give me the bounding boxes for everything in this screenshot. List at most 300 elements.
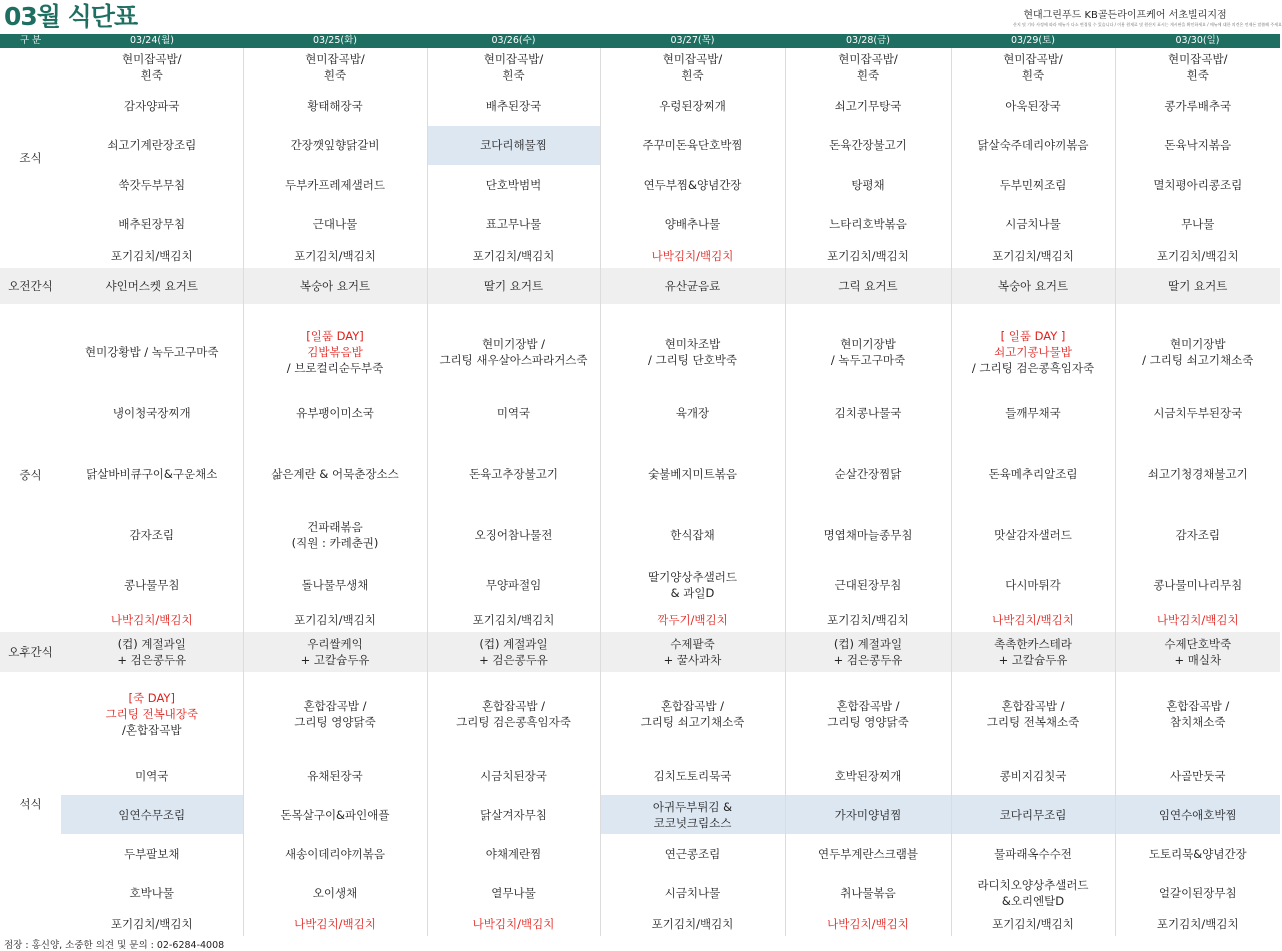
menu-cell [243, 48, 427, 86]
menu-line: 김치콩나물국 [834, 406, 902, 420]
menu-line: 새송이데리야끼볶음 [285, 846, 385, 861]
menu-line: [죽 DAY] [128, 691, 175, 705]
menu-cell [1115, 48, 1280, 86]
menu-line: 참치채소죽 [1169, 715, 1226, 729]
menu-cell [243, 756, 427, 795]
menu-line: 오징어참나물전 [474, 528, 553, 542]
menu-cell [1115, 912, 1280, 936]
menu-line: 숯불베지미트볶음 [648, 467, 737, 481]
menu-line: 콩나물무침 [123, 578, 180, 592]
menu-cell [1115, 508, 1280, 562]
menu-line: 현미차조밥 [664, 337, 721, 351]
menu-cell [243, 632, 427, 672]
menu-cell [427, 795, 600, 834]
menu-cell [1115, 386, 1280, 440]
dinner-rice-row [0, 672, 1280, 756]
menu-line: 육개장 [675, 406, 710, 420]
menu-cell [600, 672, 785, 756]
menu-cell [1115, 304, 1280, 318]
menu-cell [951, 440, 1115, 508]
menu-cell [243, 873, 427, 912]
menu-cell [61, 873, 243, 912]
menu-line: 라디치오양상추샐러드 [977, 877, 1089, 892]
menu-line: 근대된장무침 [834, 578, 902, 592]
menu-cell [61, 912, 243, 936]
menu-line: 맛살감자샐러드 [994, 528, 1072, 542]
menu-cell [427, 304, 600, 318]
day-header: 03/27(목) [600, 34, 785, 48]
menu-line: 시금치된장국 [480, 768, 547, 783]
menu-cell [427, 48, 600, 86]
menu-cell [951, 608, 1115, 632]
menu-line: 현미잡곡밥/ [305, 52, 365, 66]
menu-cell [61, 244, 243, 268]
menu-cell [61, 165, 243, 205]
section-label: 석식 [19, 797, 42, 811]
menu-cell [785, 126, 951, 166]
menu-cell [785, 318, 951, 386]
notice-text: 산지 및 기타 사정에 따라 메뉴가 다소 변경될 수 있습니다 / 이용 원재료 및 원산지 표시는 게시판을 확인하세요 / 메뉴에 대한 의견은 언제든 말씀해 주세요 [1013, 22, 1282, 27]
menu-line: 흰죽 [140, 68, 163, 82]
menu-line: 아귀두부튀김 & [652, 799, 733, 814]
menu-line: 단호박범벅 [485, 177, 542, 192]
menu-line: 나박김치/백김치 [110, 613, 193, 627]
menu-line: 표고무나물 [485, 217, 542, 232]
menu-cell [243, 304, 427, 318]
menu-line: 시금치나물 [1005, 217, 1061, 232]
menu-cell [600, 86, 785, 126]
menu-line: 현미강황밥 / 녹두고구마죽 [85, 345, 219, 359]
menu-cell [600, 440, 785, 508]
menu-cell [600, 608, 785, 632]
menu-cell [600, 126, 785, 166]
lunch-side2-row [0, 562, 1280, 608]
menu-line: 포기김치/백김치 [110, 917, 193, 931]
menu-cell [61, 48, 243, 86]
menu-cell [600, 318, 785, 386]
menu-cell [951, 126, 1115, 166]
menu-line: 돈육고추장불고기 [469, 467, 558, 481]
breakfast-soup-row [0, 86, 1280, 126]
menu-line: / 그리팅 단호박죽 [648, 353, 737, 367]
menu-line: (컵) 계절과일 [117, 637, 186, 651]
menu-cell [427, 86, 600, 126]
menu-line: 시금치두부된장국 [1153, 406, 1243, 420]
menu-cell [427, 268, 600, 304]
dinner-main-row [0, 795, 1280, 834]
menu-line: 혼합잡곡밥 / [836, 699, 900, 713]
menu-line: 나박김치/백김치 [294, 917, 376, 931]
menu-cell [427, 632, 600, 672]
menu-line: 얼갈이된장무침 [1158, 885, 1237, 900]
menu-cell [61, 562, 243, 608]
lunch-kimchi-row [0, 608, 1280, 632]
menu-line: 닭살바비큐구이&구운채소 [86, 467, 218, 481]
menu-line: 혼합잡곡밥 / [1001, 699, 1065, 713]
menu-cell [951, 165, 1115, 205]
menu-line: 아욱된장국 [1005, 98, 1061, 113]
menu-cell [427, 873, 600, 912]
menu-cell [243, 318, 427, 386]
menu-cell [600, 795, 785, 834]
menu-line: 두부민찌조림 [999, 177, 1067, 192]
menu-line: 미역국 [135, 768, 169, 783]
menu-line: 그리팅 검은콩흑임자죽 [456, 715, 571, 729]
menu-cell [951, 795, 1115, 834]
menu-line: 포기김치/백김치 [992, 917, 1074, 931]
menu-cell [61, 268, 243, 304]
menu-line: + 검은콩두유 [479, 653, 548, 667]
menu-line: 양배추나물 [664, 217, 721, 232]
footer-contact: 점장 : 홍신양, 소중한 의견 및 문의 : 02-6284-4008 [4, 940, 225, 951]
menu-line: + 검은콩두유 [117, 653, 187, 667]
section-label: 조식 [19, 151, 42, 165]
menu-cell [1115, 873, 1280, 912]
menu-cell [951, 672, 1115, 756]
menu-line: 명엽채마늘종무침 [823, 528, 913, 542]
page-title: 03월 식단표 [4, 2, 138, 31]
menu-line: 포기김치/백김치 [472, 613, 555, 627]
menu-line: 순살간장찜닭 [834, 467, 902, 481]
menu-line: 그리팅 전복채소죽 [986, 715, 1080, 729]
section-label: 오전간식 [0, 268, 61, 304]
spacer-row [0, 304, 1280, 318]
menu-cell [785, 440, 951, 508]
menu-line: 근대나물 [312, 217, 358, 232]
menu-line: 돈육메추리알조림 [988, 467, 1078, 481]
menu-line: 김치도토리묵국 [653, 768, 732, 783]
menu-cell [427, 386, 600, 440]
menu-line: 취나물볶음 [840, 885, 896, 900]
menu-line: 현미잡곡밥/ [1168, 52, 1228, 66]
menu-cell [1115, 318, 1280, 386]
menu-line: 느타리호박볶음 [829, 217, 907, 232]
company-name: 현대그린푸드 KB골든라이프케어 서초빌리지점 [1023, 10, 1227, 21]
menu-line: 돌나물무생채 [301, 578, 369, 592]
menu-cell [785, 608, 951, 632]
menu-cell [61, 126, 243, 166]
menu-line: 감자조림 [129, 528, 174, 542]
menu-cell [600, 834, 785, 873]
menu-cell [785, 48, 951, 86]
menu-cell [427, 834, 600, 873]
menu-cell [61, 205, 243, 245]
menu-cell [1115, 165, 1280, 205]
menu-cell [61, 86, 243, 126]
menu-line: 포기김치/백김치 [827, 249, 909, 263]
menu-cell [243, 244, 427, 268]
menu-table [0, 34, 1280, 936]
menu-line: 나박김치/백김치 [651, 249, 734, 263]
menu-line: & 과일D [670, 586, 715, 600]
menu-cell [243, 562, 427, 608]
menu-line: 연두부계란스크램블 [818, 846, 918, 861]
menu-cell [1115, 795, 1280, 834]
menu-line: 감자양파국 [123, 98, 180, 113]
menu-cell [61, 386, 243, 440]
menu-line: 사골만둣국 [1169, 768, 1226, 783]
menu-line: 시금치나물 [664, 885, 721, 900]
menu-line: 포기김치/백김치 [827, 613, 909, 627]
menu-line: 가자미양념찜 [834, 807, 902, 822]
menu-line: 나박김치/백김치 [827, 917, 909, 931]
menu-line: 무나물 [1181, 217, 1215, 232]
menu-cell [1115, 562, 1280, 608]
menu-cell [600, 165, 785, 205]
menu-cell [427, 672, 600, 756]
breakfast-main-row [0, 126, 1280, 166]
menu-line: 들깨무채국 [1005, 406, 1061, 420]
menu-line: 혼합잡곡밥 / [481, 699, 546, 713]
menu-line: 코코넛크림소스 [653, 815, 732, 830]
menu-cell [785, 873, 951, 912]
menu-line: 돈육낙지볶음 [1164, 138, 1232, 153]
menu-line: 복숭아 요거트 [997, 279, 1069, 293]
menu-line: 흰죽 [502, 68, 525, 82]
menu-line: 오이생채 [312, 885, 358, 900]
menu-cell [785, 86, 951, 126]
menu-line: 포기김치/백김치 [472, 249, 555, 263]
breakfast-rice-row [0, 48, 1280, 86]
menu-line: / 녹두고구마죽 [830, 353, 906, 367]
menu-cell [600, 756, 785, 795]
menu-cell [951, 756, 1115, 795]
menu-cell [785, 508, 951, 562]
menu-line: 포기김치/백김치 [1156, 249, 1239, 263]
menu-line: 임연수애호박찜 [1158, 807, 1237, 822]
menu-line: 탕평채 [851, 177, 885, 192]
menu-cell [427, 562, 600, 608]
section-header: 구 분 [0, 34, 61, 48]
menu-line: 현미잡곡밥/ [483, 52, 544, 66]
menu-cell [951, 386, 1115, 440]
menu-cell [951, 244, 1115, 268]
menu-line: 딸기 요거트 [483, 279, 544, 293]
menu-line: 현미기장밥 [840, 337, 896, 351]
menu-cell [243, 205, 427, 245]
day-header: 03/29(토) [951, 34, 1115, 48]
menu-line: (컵) 계절과일 [479, 637, 548, 651]
menu-cell [61, 834, 243, 873]
menu-line: 복숭아 요거트 [299, 279, 371, 293]
menu-line: / 브로컬리순두부죽 [286, 361, 384, 375]
menu-line: 우리쌀케익 [307, 637, 363, 651]
menu-line: 두부카프레제샐러드 [285, 177, 385, 192]
menu-cell [427, 440, 600, 508]
menu-line: 혼합잡곡밥 / [1166, 699, 1230, 713]
breakfast-kimchi-row [0, 244, 1280, 268]
menu-line: 간장깻잎향닭갈비 [290, 138, 380, 153]
menu-line: 두부팔보채 [123, 846, 180, 861]
menu-line: 연두부찜&양념간장 [643, 177, 742, 192]
menu-cell [61, 508, 243, 562]
menu-line: 김밥볶음밥 [307, 345, 363, 359]
menu-line: 돈육간장불고기 [829, 138, 907, 153]
menu-line: 주꾸미돈육단호박찜 [642, 138, 743, 153]
menu-cell [785, 834, 951, 873]
menu-cell [600, 632, 785, 672]
menu-cell [785, 912, 951, 936]
menu-line: 흰죽 [1186, 68, 1209, 82]
menu-line: 그리팅 새우살아스파라거스죽 [439, 353, 588, 367]
menu-line: 우렁된장찌개 [659, 98, 726, 113]
menu-line: 그리팅 영양닭죽 [827, 715, 909, 729]
section-label: 오후간식 [0, 632, 61, 672]
menu-line: 나박김치/백김치 [1156, 613, 1239, 627]
menu-cell [1115, 440, 1280, 508]
menu-cell [785, 304, 951, 318]
menu-cell [785, 165, 951, 205]
menu-cell [1115, 126, 1280, 166]
menu-line: 돈목살구이&파인애플 [280, 807, 390, 822]
menu-cell [785, 756, 951, 795]
menu-cell [427, 126, 600, 166]
menu-cell [427, 165, 600, 205]
menu-cell [61, 318, 243, 386]
menu-line: + 매실차 [1174, 653, 1222, 667]
menu-cell [61, 756, 243, 795]
menu-line: 다시마튀각 [1005, 578, 1061, 592]
menu-cell [61, 440, 243, 508]
menu-cell [1115, 268, 1280, 304]
lunch-main-row [0, 440, 1280, 508]
menu-line: 샤인머스켓 요거트 [105, 279, 199, 293]
section-label: 중식 [19, 468, 42, 482]
menu-cell [785, 632, 951, 672]
menu-line: 콩비지김칫국 [999, 768, 1067, 783]
menu-cell [243, 608, 427, 632]
lunch-soup-row [0, 386, 1280, 440]
menu-line: 현미기장밥 / [481, 337, 546, 351]
day-header: 03/28(금) [785, 34, 951, 48]
menu-line: 호박나물 [129, 885, 174, 900]
menu-line: 포기김치/백김치 [651, 917, 734, 931]
menu-cell [61, 672, 243, 756]
menu-cell [951, 205, 1115, 245]
menu-cell [243, 386, 427, 440]
menu-cell [600, 268, 785, 304]
menu-cell [785, 672, 951, 756]
menu-line: 코다리해물찜 [480, 138, 547, 153]
menu-line: 나박김치/백김치 [472, 917, 555, 931]
menu-cell [427, 756, 600, 795]
breakfast-side1-row [0, 165, 1280, 205]
menu-line: 멸치평아리콩조림 [1153, 177, 1243, 192]
menu-cell [951, 268, 1115, 304]
menu-line: 포기김치/백김치 [992, 249, 1074, 263]
menu-line: 그리팅 영양닭죽 [294, 715, 376, 729]
menu-line: 물파래옥수수전 [994, 846, 1072, 861]
menu-cell [243, 165, 427, 205]
menu-line: 딸기 요거트 [1168, 279, 1228, 293]
day-header: 03/30(일) [1115, 34, 1280, 48]
day-header: 03/25(화) [243, 34, 427, 48]
menu-line: 닭살숙주데리야끼볶음 [977, 138, 1089, 153]
menu-line: 닭살겨자무침 [480, 807, 547, 822]
menu-line: 콩나물미나리무침 [1153, 578, 1243, 592]
menu-line: 열무나물 [491, 885, 536, 900]
menu-line: 코다리무조림 [999, 807, 1067, 822]
lunch-rice-row [0, 318, 1280, 386]
menu-cell [243, 440, 427, 508]
menu-line: 수제단호박죽 [1164, 637, 1232, 651]
menu-line: (직원 : 카레춘권) [291, 536, 379, 550]
menu-line: 딸기양상추샐러드 [648, 570, 737, 584]
menu-line: 건파래볶음 [307, 520, 363, 534]
menu-cell [785, 205, 951, 245]
dinner-side1-row [0, 834, 1280, 873]
menu-line: 유부팽이미소국 [296, 406, 374, 420]
menu-line: &오리엔탈D [1001, 893, 1065, 908]
menu-cell [427, 508, 600, 562]
menu-cell [600, 304, 785, 318]
menu-cell [600, 873, 785, 912]
menu-cell [951, 873, 1115, 912]
menu-line: 촉촉한카스테라 [994, 637, 1072, 651]
menu-cell [600, 48, 785, 86]
menu-cell [951, 562, 1115, 608]
menu-cell [1115, 244, 1280, 268]
menu-line: + 검은콩두유 [833, 653, 903, 667]
menu-line: + 꿀사과차 [663, 653, 722, 667]
menu-cell [427, 608, 600, 632]
menu-line: 쇠고기계란장조림 [107, 138, 197, 153]
menu-cell [951, 912, 1115, 936]
menu-line: 냉이청국장찌개 [112, 406, 191, 420]
menu-cell [243, 795, 427, 834]
menu-line: 임연수무조림 [118, 807, 186, 822]
menu-line: / 그리팅 쇠고기채소죽 [1142, 353, 1254, 367]
menu-line: 콩가루배추국 [1164, 98, 1232, 113]
menu-line: 깍두기/백김치 [657, 613, 728, 627]
menu-cell [427, 205, 600, 245]
menu-cell [951, 318, 1115, 386]
menu-line: 현미잡곡밥/ [662, 52, 723, 66]
menu-line: 삶은계란 & 어묵춘장소스 [271, 467, 399, 481]
menu-line: 수제팥죽 [670, 637, 715, 651]
menu-cell [1115, 205, 1280, 245]
lunch-side1-row [0, 508, 1280, 562]
menu-line: 흰죽 [856, 68, 880, 82]
menu-cell [951, 834, 1115, 873]
am-snack-row [0, 268, 1280, 304]
menu-cell [243, 834, 427, 873]
menu-line: 한식잡채 [670, 528, 715, 542]
menu-cell [61, 632, 243, 672]
menu-cell [243, 268, 427, 304]
dinner-side2-row [0, 873, 1280, 912]
menu-line: 혼합잡곡밥 / [660, 699, 725, 713]
breakfast-side2-row [0, 205, 1280, 245]
menu-cell [1115, 756, 1280, 795]
menu-cell [600, 912, 785, 936]
menu-line: 현미잡곡밥/ [838, 52, 898, 66]
menu-cell [243, 672, 427, 756]
menu-cell [427, 912, 600, 936]
menu-line: 야채계란찜 [485, 846, 542, 861]
menu-line: 도토리묵&양념간장 [1148, 846, 1247, 861]
dinner-soup-row [0, 756, 1280, 795]
menu-cell [1115, 672, 1280, 756]
menu-line: 그리팅 쇠고기채소죽 [640, 715, 745, 729]
menu-cell [951, 632, 1115, 672]
menu-cell [427, 244, 600, 268]
menu-line: 쑥갓두부무침 [118, 177, 186, 192]
menu-cell [61, 608, 243, 632]
menu-cell [61, 304, 243, 318]
menu-line: 포기김치/백김치 [294, 613, 376, 627]
menu-line: 나박김치/백김치 [992, 613, 1074, 627]
